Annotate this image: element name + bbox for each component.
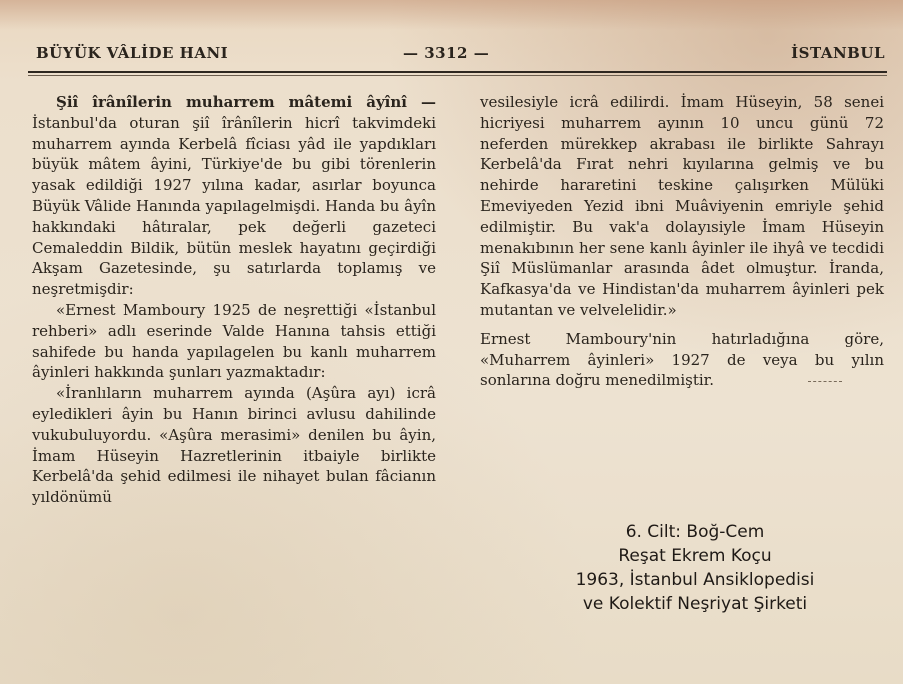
section-separator [808,381,842,383]
left-column [32,92,436,508]
entry-paragraph-2: «Ernest Mamboury 1925 de neşrettiği «İstanbul rehberi» adlı eserinde Valde Hanına tahsis ettiği sahifede bu handa yapılagelen bu kanlı muharrem âyinleri hakkında şunları yazmaktadır: [32,300,436,382]
right-column [480,92,884,391]
caption-publisher: ve Kolektif Neşriyat Şirketi [582,594,808,614]
header-rule [28,71,887,73]
entry-paragraph-3: «İranlıların muharrem ayında (Aşûra ayı) icrâ eyledikleri âyin bu Hanın birinci avlusu dahilinde vukubuluyordu. «Aşûra merasimi» denilen bu âyin, İmam Hüseyin Hazretlerinin itbaiyle birlikte Kerbelâ'da şehid edilmesi ile nihayet bulan fâcianın yıldönümü [32,384,436,507]
entry-paragraph-4: vesilesiyle icrâ edilirdi. İmam Hüseyin, 58 senei hicriyesi muharrem ayının 10 uncu günü 72 neferden mürekkep akrabası ile birlikte Sahrayı Kerbelâ'da Fırat nehri kıyılarına gelmiş ve bu nehirde hararetini teskine çalışırken Mülüki Emeviyeden Yezid ibni Muâviyenin emriyle şehid edilmiştir. Bu vak'a dolayısiyle İmam Hüseyin menakıbının her sene kanlı âyinler ile ihyâ ve tecdidi Şiî Müslümanlar arasında âdet olmuştur. İranda, Kafkasya'da ve Hindistan'da muharrem âyinleri pek mutantan ve velvelelidir.» [480,93,884,319]
running-header [36,44,885,66]
header-right-title: İSTANBUL [791,44,885,62]
header-left-title: BÜYÜK VÂLİDE HANI [36,44,229,62]
header-rule-thin [28,75,887,76]
caption-publication: 1963, İstanbul Ansiklopedisi [575,570,815,590]
page-number: — 3312 — [403,44,490,62]
entry-paragraph-1: İstanbul'da oturan şiî îrânîlerin hicrî takvimdeki muharrem ayında Kerbelâ fîciası yâd ile yapdıkları büyük mâtem âyini, Türkiye'de bu gibi törenlerin yasak edildiği 1927 yılına kadar, asırlar boyunca Büyük Vâlide Hanında yapılagelmişdi. Handa bu âyîn hakkındaki hâtıralar, pek değerli gazeteci Cemaleddin Bildik, bütün meslek hayatını geçirdiği Akşam Gazetesinde, şu satırlarda toplamış ve neşretmişdir: [32,113,436,299]
entry-paragraph-5: Ernest Mamboury'nin hatırladığına göre, «Muharrem âyinleri» 1927 de veya bu yılın sonlarına doğru menedilmiştir. [480,329,884,390]
page-edge-stain [0,0,903,30]
entry-title: Şiî îrânîlerin muharrem mâtemi âyînî — [56,93,436,111]
caption-author: Reşat Ekrem Koçu [618,546,772,566]
caption-volume: 6. Cilt: Boğ-Cem [625,522,765,542]
source-caption [540,520,850,616]
